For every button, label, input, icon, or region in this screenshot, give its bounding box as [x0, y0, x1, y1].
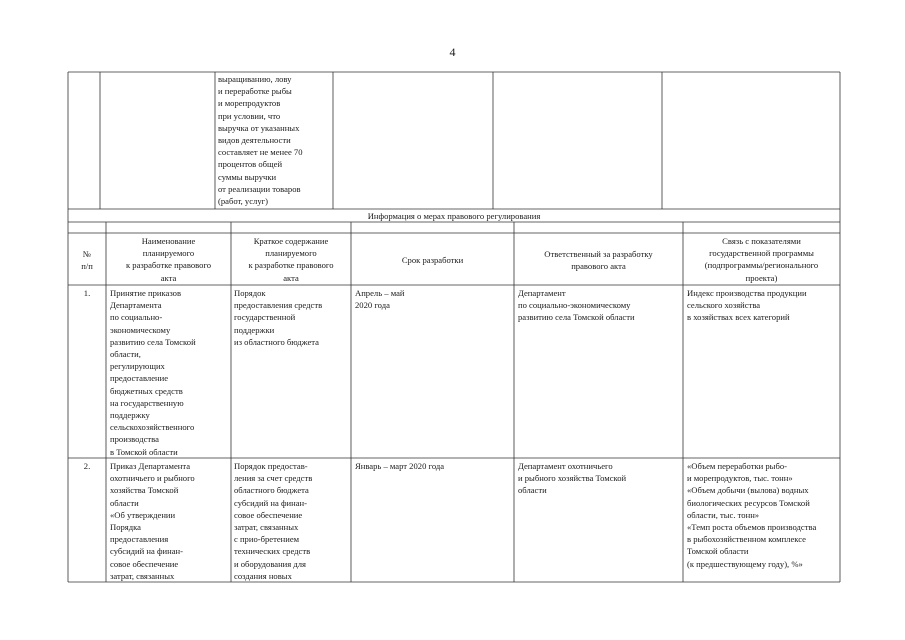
row-2-content: Порядок предостав- ления за счет средств областного бюджета субсидий на финан- совое обеспечение затрат, связанных с прио-бретением технических средств и оборудования для создания новых: [234, 461, 313, 581]
header-content: Краткое содержание планируемого к разработке правового акта: [248, 236, 334, 283]
row-1-content: Порядок предоставления средств государственной поддержки из областного бюджета: [234, 288, 323, 347]
row-2-deadline: Январь – март 2020 года: [355, 461, 445, 471]
row-1-num: 1.: [83, 288, 91, 298]
row-2-num: 2.: [83, 461, 91, 471]
row-1-responsible: Департамент по социально-экономическому развитию села Томской области: [518, 288, 635, 323]
row-2-name: Приказ Департамента охотничьего и рыбного хозяйства Томской области «Об утверждении Порядка предоставления субсидий на финан- совое обеспечение затрат, связанных: [110, 461, 195, 581]
section-title: Информация о мерах правового регулирования: [367, 211, 541, 221]
row-2-link: «Объем переработки рыбо- и морепродуктов, тыс. тонн» «Объем добычи (вылова) водных биологических ресурсов Томской области, тыс. тонн» «Темп роста объемов производства в рыбохозяйственном комплексе Томской области (к предшествующему году), %»: [687, 461, 817, 569]
header-name: Наименование планируемого к разработке правового акта: [125, 236, 212, 283]
header-responsible: Ответственный за разработку правового акта: [544, 249, 653, 272]
row-1-name: Принятие приказов Департамента по социально- экономическому развитию села Томской области, регулирующих предоставление бюджетных средств на государственную поддержку сельскохозяйственного производства в Томской области: [110, 288, 196, 457]
row-1-deadline: Апрель – май 2020 года: [355, 288, 405, 311]
page-number: 4: [449, 45, 456, 59]
header-deadline: Срок разработки: [401, 255, 464, 265]
header-num: № п/п: [81, 249, 93, 272]
row-2-responsible: Департамент охотничьего и рыбного хозяйства Томской области: [518, 461, 627, 496]
continued-cell-text: выращиванию, лову и переработке рыбы и морепродуктов при условии, что выручка от указанных видов деятельности составляет не менее 70 процентов общей суммы выручки от реализации товаров (работ, услуг): [218, 74, 303, 207]
header-link: Связь с показателями государственной программы (подпрограммы/регионального проекта): [704, 236, 819, 283]
row-1-link: Индекс производства продукции сельского хозяйства в хозяйствах всех категорий: [687, 288, 807, 323]
